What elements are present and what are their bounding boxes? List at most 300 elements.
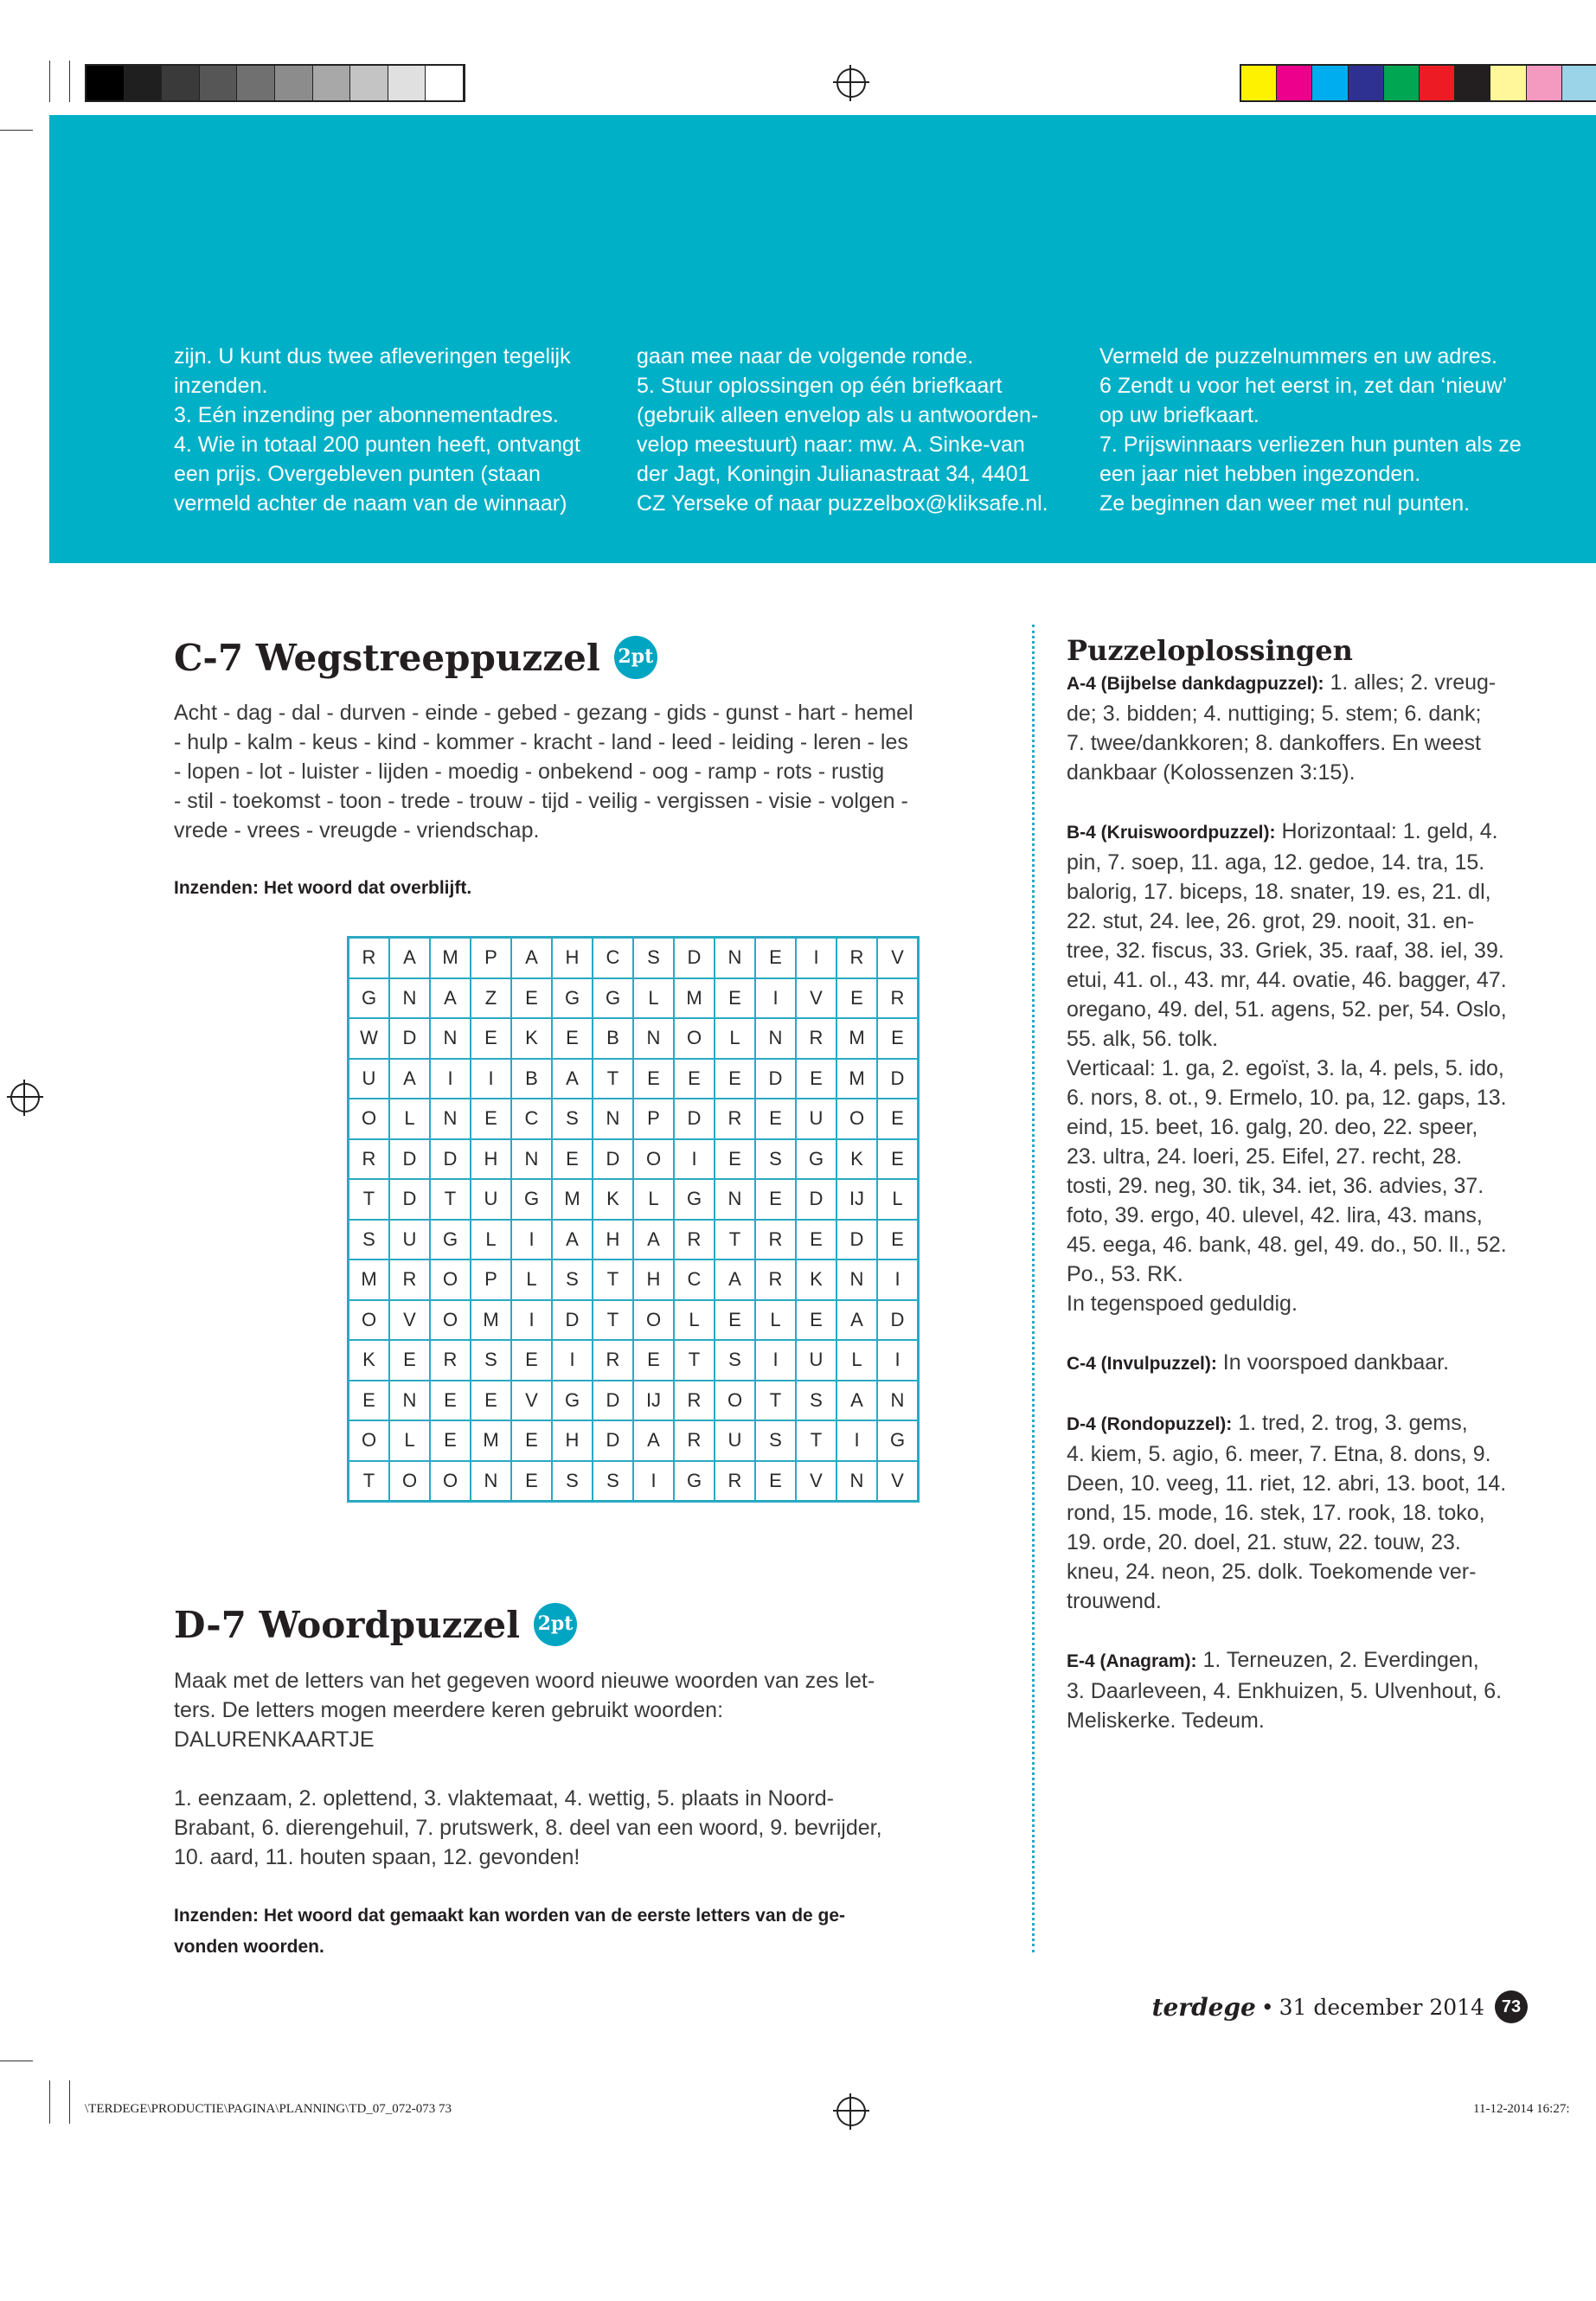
grid-cell: E [552,1018,593,1059]
grid-cell: V [796,978,836,1019]
grid-cell: G [511,1179,552,1220]
grid-cell: H [552,938,593,978]
grid-cell: D [389,1139,430,1180]
solution-label: C-4 (Invulpuzzel): [1067,1354,1217,1374]
grid-cell: N [715,1179,755,1220]
page-footer [1152,1990,1528,2023]
grid-cell: S [593,1461,633,1502]
grid-cell: T [593,1259,633,1300]
grid-cell: R [715,1461,755,1502]
solution-line: 45. eega, 46. bank, 48. gel, 49. do., 50. ll., 52. [1067,1233,1507,1257]
grid-cell: L [836,1340,877,1381]
grid-cell: E [633,1059,674,1099]
grid-cell: T [715,1220,755,1260]
grid-cell: R [755,1220,796,1260]
grid-cell: E [471,1099,511,1139]
grid-cell: A [552,1059,593,1099]
calibration-swatch [200,66,238,100]
grid-row [349,1259,919,1300]
grid-cell: D [593,1139,633,1180]
word-list-line: vrede - vrees - vreugde - vriendschap. [174,818,540,843]
grid-cell: V [389,1300,430,1341]
solution-e4 [1067,1645,1507,1676]
solution-line: tree, 32. fiscus, 33. Griek, 35. raaf, 38. iel, 39. [1067,939,1504,963]
grid-cell: G [349,978,390,1019]
grid-cell: S [349,1220,390,1260]
grid-cell: N [430,1099,471,1139]
grid-cell: G [552,978,593,1019]
grid-cell: E [430,1420,471,1461]
grid-cell: N [389,1381,430,1421]
solution-line: 1. alles; 2. vreug- [1324,670,1497,695]
grid-cell: G [796,1139,836,1180]
registration-mark-icon [10,1083,40,1112]
grid-cell: U [471,1179,511,1220]
separator-dot: • [1260,1994,1274,2020]
grid-cell: E [633,1340,674,1381]
grid-cell: N [389,978,430,1019]
calibration-swatch [1527,66,1562,100]
grid-cell: IJ [633,1381,674,1421]
grid-cell: E [389,1340,430,1381]
grid-cell: D [593,1420,633,1461]
grid-cell: D [877,1059,919,1099]
grid-cell: M [430,938,471,978]
rules-column-1 [174,342,580,518]
grid-cell: S [552,1259,593,1300]
grid-row [349,1461,919,1502]
d7-submit-instruction [174,1900,845,1963]
grid-cell: L [755,1300,796,1341]
grid-cell: R [674,1420,715,1461]
solution-line: trouwend. [1067,1589,1162,1613]
calibration-swatch [1420,66,1455,100]
solution-line: 22. stut, 24. lee, 26. grot, 29. nooit, 31. en- [1067,909,1475,933]
grid-cell: I [471,1059,511,1099]
calibration-swatch [1455,66,1490,100]
grid-cell: M [552,1179,593,1220]
grid-cell: M [471,1420,511,1461]
grid-cell: P [633,1099,674,1139]
grid-cell: G [674,1461,715,1502]
grid-cell: I [511,1220,552,1260]
grid-cell: I [552,1340,593,1381]
crop-mark [69,61,70,102]
grid-cell: E [471,1381,511,1421]
grid-cell: V [796,1461,836,1502]
grid-cell: C [593,938,633,978]
rules-line: een prijs. Overgebleven punten (staan [174,462,541,486]
grid-cell: S [715,1340,755,1381]
grid-row [349,938,919,978]
grid-cell: D [389,1018,430,1059]
grid-cell: R [755,1259,796,1300]
grid-cell: E [796,1300,836,1341]
calibration-swatch [313,66,351,100]
grid-cell: E [755,1099,796,1139]
grid-cell: G [674,1179,715,1220]
grid-cell: R [796,1018,836,1059]
grid-cell: A [552,1220,593,1260]
grid-cell: E [349,1381,390,1421]
solution-line: Verticaal: 1. ga, 2. egoïst, 3. la, 4. pels, 5. ido, [1067,1056,1504,1080]
grid-cell: D [552,1300,593,1341]
calibration-swatch [275,66,313,100]
grid-cell: N [593,1099,633,1139]
issue-date: 31 december 2014 [1279,1994,1484,2020]
grid-cell: IJ [836,1179,877,1220]
rules-line: CZ Yerseke of naar puzzelbox@kliksafe.nl. [637,491,1048,516]
grid-row [349,1179,919,1220]
rules-line: (gebruik alleen envelop als u antwoorden- [637,403,1039,427]
solution-line: 7. twee/dankkoren; 8. dankoffers. En weest [1067,731,1481,755]
solution-line: rond, 15. mode, 16. stek, 17. rook, 18. toko, [1067,1501,1485,1525]
grid-cell: N [715,938,755,978]
calibration-swatch [125,66,163,100]
grid-cell: G [430,1220,471,1260]
rules-line: Vermeld de puzzelnummers en uw adres. [1099,344,1497,369]
calibration-swatch [426,66,464,100]
word-search-grid [347,936,920,1503]
solution-line: 23. ultra, 24. loeri, 25. Eifel, 27. recht, 28. [1067,1144,1463,1169]
grid-cell: H [633,1259,674,1300]
grid-cell: L [389,1420,430,1461]
grid-cell: N [877,1381,919,1421]
grid-cell: D [430,1139,471,1180]
grid-cell: A [633,1220,674,1260]
rules-line: der Jagt, Koningin Julianastraat 34, 4401 [637,462,1030,486]
grid-cell: G [552,1381,593,1421]
grid-cell: R [877,978,919,1019]
grid-cell: E [877,1099,919,1139]
grid-cell: R [430,1340,471,1381]
grid-cell: A [389,938,430,978]
solution-line: 1. tred, 2. trog, 3. gems, [1232,1411,1468,1435]
page-number: 73 [1495,1990,1528,2023]
grid-cell: G [593,978,633,1019]
grid-cell: T [349,1179,390,1220]
word-list-line: - lopen - lot - luister - lijden - moedig - onbekend - oog - ramp - rots - rustig [174,760,885,784]
solution-line: oregano, 49. del, 51. agens, 52. per, 54. Oslo, [1067,997,1507,1022]
grid-cell: T [674,1340,715,1381]
date-time-slug: 11-12-2014 16:27: [1473,2102,1570,2116]
grid-cell: O [715,1381,755,1421]
grid-cell: L [715,1018,755,1059]
grid-cell: A [389,1059,430,1099]
grid-cell: I [796,938,836,978]
grid-row [349,1099,919,1139]
brand-logo: terdege [1151,1992,1256,2022]
grid-cell: O [349,1099,390,1139]
rules-column-2 [637,342,1048,518]
grid-cell: R [389,1259,430,1300]
calibration-swatch [1384,66,1420,100]
points-badge: 2pt [534,1603,577,1646]
c7-word-list [174,698,913,845]
grid-cell: C [511,1099,552,1139]
solution-line: Horizontaal: 1. geld, 4. [1275,819,1498,843]
crop-mark [0,130,33,131]
word-list-line: - stil - toekomst - toon - trede - trouw - tijd - veilig - vergissen - visie - volgen - [174,789,908,813]
grid-cell: B [593,1018,633,1059]
grid-cell: U [796,1340,836,1381]
grid-cell: D [877,1300,919,1341]
crop-mark [49,2080,50,2124]
grid-cell: A [715,1259,755,1300]
d7-title-text: D-7 Woordpuzzel [174,1604,521,1646]
solutions-title: Puzzeloplossingen [1067,634,1353,667]
grid-cell: K [349,1340,390,1381]
grid-cell: E [836,978,877,1019]
calibration-swatch [1349,66,1384,100]
clue-line: 1. eenzaam, 2. oplettend, 3. vlaktemaat, 4. wettig, 5. plaats in Noord- [174,1786,834,1811]
grid-row [349,1018,919,1059]
solution-line: Po., 53. RK. [1067,1262,1183,1286]
grid-cell: O [349,1300,390,1341]
rules-line: een jaar niet hebben ingezonden. [1099,462,1421,486]
solution-label: A-4 (Bijbelse dankdagpuzzel): [1067,674,1324,694]
d7-title [174,1604,577,1650]
clue-line: 10. aard, 11. houten spaan, 12. gevonden! [174,1845,580,1869]
word-list-line: - hulp - kalm - keus - kind - kommer - kracht - land - leed - leiding - leren - les [174,730,908,754]
grid-cell: R [674,1381,715,1421]
submit-line: vonden woorden. [174,1937,324,1957]
grid-cell: I [755,1340,796,1381]
solution-c4 [1067,1348,1507,1379]
grid-cell: L [877,1179,919,1220]
grid-cell: O [430,1300,471,1341]
grid-cell: T [755,1381,796,1421]
grid-cell: U [796,1099,836,1139]
grid-cell: R [715,1099,755,1139]
grid-cell: S [755,1420,796,1461]
grid-cell: L [511,1259,552,1300]
grid-cell: W [349,1018,390,1059]
solution-line: 55. alk, 56. tolk. [1067,1027,1219,1051]
grid-cell: D [836,1220,877,1260]
grid-row [349,1300,919,1341]
rules-line: inzenden. [174,374,268,398]
d7-instructions [174,1666,875,1754]
grid-cell: D [674,938,715,978]
grid-cell: Z [471,978,511,1019]
grid-cell: D [593,1381,633,1421]
grid-cell: M [349,1259,390,1300]
grid-row [349,1340,919,1381]
grid-cell: E [877,1220,919,1260]
solution-line: foto, 39. ergo, 40. ulevel, 42. lira, 43. mans, [1067,1203,1483,1227]
grid-cell: O [389,1461,430,1502]
grid-row [349,1420,919,1461]
grid-row [349,1220,919,1260]
grid-cell: N [471,1461,511,1502]
calibration-swatch [162,66,200,100]
grid-cell: S [552,1099,593,1139]
grid-cell: B [511,1059,552,1099]
registration-mark-icon [836,2097,866,2126]
grid-cell: L [633,978,674,1019]
grid-cell: R [349,1139,390,1180]
grid-cell: E [755,938,796,978]
grid-cell: R [349,938,390,978]
solution-line: etui, 41. ol., 43. mr, 44. ovatie, 46. bagger, 47. [1067,968,1507,992]
grid-cell: T [796,1420,836,1461]
solution-d4 [1067,1408,1507,1439]
solution-line: In tegenspoed geduldig. [1067,1292,1298,1316]
solution-line: 1. Terneuzen, 2. Everdingen, [1196,1648,1479,1672]
solution-e4-lines [1067,1676,1507,1735]
grid-row [349,1139,919,1180]
grid-cell: E [715,1059,755,1099]
grid-cell: N [836,1259,877,1300]
grid-cell: O [836,1099,877,1139]
solution-line: Deen, 10. veeg, 11. riet, 12. abri, 13. boot, 14. [1067,1471,1507,1496]
solution-label: B-4 (Kruiswoordpuzzel): [1067,823,1276,843]
instruction-line: DALURENKAARTJE [174,1727,375,1752]
grid-cell: V [877,938,919,978]
solution-line: 6. nors, 8. ot., 9. Ermelo, 10. pa, 12. gaps, 13. [1067,1086,1507,1110]
grid-cell: A [836,1300,877,1341]
calibration-swatch [87,66,125,100]
grid-cell: I [430,1059,471,1099]
grid-cell: A [836,1381,877,1421]
grid-cell: N [633,1018,674,1059]
grid-cell: E [715,1300,755,1341]
solution-line: 3. Daarleveen, 4. Enkhuizen, 5. Ulvenhout, 6. [1067,1679,1503,1703]
grid-cell: E [796,1220,836,1260]
grid-cell: K [511,1018,552,1059]
solution-line: kneu, 24. neon, 25. dolk. Toekomende ver- [1067,1560,1477,1584]
rules-line: 6 Zendt u voor het eerst in, zet dan ‘nieuw’ [1099,374,1508,398]
calibration-swatch [1277,66,1312,100]
grid-cell: I [836,1420,877,1461]
grid-cell: O [674,1018,715,1059]
calibration-swatch [1241,66,1277,100]
registration-mark-icon [836,68,866,98]
solution-line: balorig, 17. biceps, 18. snater, 19. es, 21. dl, [1067,880,1491,904]
calibration-swatch [388,66,426,100]
grid-cell: V [877,1461,919,1502]
grid-cell: E [511,1461,552,1502]
rules-line: 7. Prijswinnaars verliezen hun punten als ze [1099,433,1522,457]
grid-cell: E [796,1059,836,1099]
grid-cell: S [796,1381,836,1421]
points-badge: 2pt [614,636,657,679]
grid-cell: O [430,1461,471,1502]
rules-line: 3. Eén inzending per abonnementadres. [174,403,559,427]
color-calibration-strip [1240,64,1596,102]
grid-cell: E [877,1139,919,1180]
solution-a4 [1067,668,1507,699]
solution-line: In voorspoed dankbaar. [1216,1350,1450,1375]
grid-cell: O [430,1259,471,1300]
grid-cell: U [349,1059,390,1099]
grid-cell: O [349,1420,390,1461]
grid-cell: T [349,1461,390,1502]
grid-cell: U [715,1420,755,1461]
solution-b4-lines [1067,848,1507,1318]
grid-cell: E [674,1059,715,1099]
grid-cell: P [471,1259,511,1300]
grid-cell: N [511,1139,552,1180]
grid-cell: R [674,1220,715,1260]
grey-calibration-strip [85,64,465,102]
c7-title-text: C-7 Wegstreeppuzzel [174,637,600,679]
solution-line: dankbaar (Kolossenzen 3:15). [1067,760,1356,785]
solution-a4-lines [1067,699,1507,787]
grid-cell: T [593,1300,633,1341]
calibration-swatch [1490,66,1526,100]
crop-mark [69,2080,70,2124]
grid-cell: G [877,1420,919,1461]
submit-line: Inzenden: Het woord dat gemaakt kan worden van de eerste letters van de ge- [174,1906,846,1926]
grid-cell: S [633,938,674,978]
rules-line: Ze beginnen dan weer met nul punten. [1099,491,1471,516]
calibration-swatch [1562,66,1596,100]
grid-cell: E [511,978,552,1019]
grid-cell: D [796,1179,836,1220]
grid-cell: R [593,1340,633,1381]
grid-cell: A [511,938,552,978]
grid-cell: T [593,1059,633,1099]
calibration-swatch [237,66,275,100]
grid-cell: M [836,1059,877,1099]
grid-cell: E [715,1139,755,1180]
grid-cell: H [471,1139,511,1180]
grid-cell: E [471,1018,511,1059]
grid-cell: E [430,1381,471,1421]
solutions-text [1067,668,1507,1735]
grid-cell: E [755,1179,796,1220]
grid-cell: E [552,1139,593,1180]
grid-cell: D [755,1059,796,1099]
grid-cell: M [471,1300,511,1341]
grid-cell: K [836,1139,877,1180]
grid-cell: I [755,978,796,1019]
rules-line: velop meestuurt) naar: mw. A. Sinke-van [637,433,1025,457]
clue-line: Brabant, 6. dierengehuil, 7. prutswerk, 8. deel van een woord, 9. bevrijder, [174,1816,882,1840]
d7-clues [174,1784,882,1872]
grid-cell: K [593,1179,633,1220]
grid-cell: U [389,1220,430,1260]
solution-line: Meliskerke. Tedeum. [1067,1708,1265,1733]
grid-cell: I [877,1259,919,1300]
grid-cell: N [430,1018,471,1059]
grid-cell: P [471,938,511,978]
solution-label: E-4 (Anagram): [1067,1651,1197,1671]
grid-cell: L [674,1300,715,1341]
solution-line: tosti, 29. neg, 30. tik, 34. iet, 36. advies, 37. [1067,1174,1484,1198]
rules-line: zijn. U kunt dus twee afleveringen tegelijk [174,344,571,369]
grid-cell: V [511,1381,552,1421]
file-path-slug: \TERDEGE\PRODUCTIE\PAGINA\PLANNING\TD_07_072-073 73 [85,2102,452,2116]
grid-cell: I [633,1461,674,1502]
solution-line: pin, 7. soep, 11. aga, 12. gedoe, 14. tra, 15. [1067,850,1485,875]
grid-cell: E [715,978,755,1019]
c7-submit-instruction: Inzenden: Het woord dat overblijft. [174,878,472,898]
grid-row [349,1059,919,1099]
grid-cell: H [593,1220,633,1260]
grid-cell: N [755,1018,796,1059]
calibration-swatch [1312,66,1348,100]
grid-cell: S [755,1139,796,1180]
grid-cell: C [674,1259,715,1300]
grid-cell: D [389,1179,430,1220]
instruction-line: Maak met de letters van het gegeven woord nieuwe woorden van zes let- [174,1669,875,1693]
rules-line: gaan mee naar de volgende ronde. [637,344,974,369]
word-list-line: Acht - dag - dal - durven - einde - gebed - gezang - gids - gunst - hart - hemel [174,701,913,725]
rules-line: 5. Stuur oplossingen op één briefkaart [637,374,1003,398]
